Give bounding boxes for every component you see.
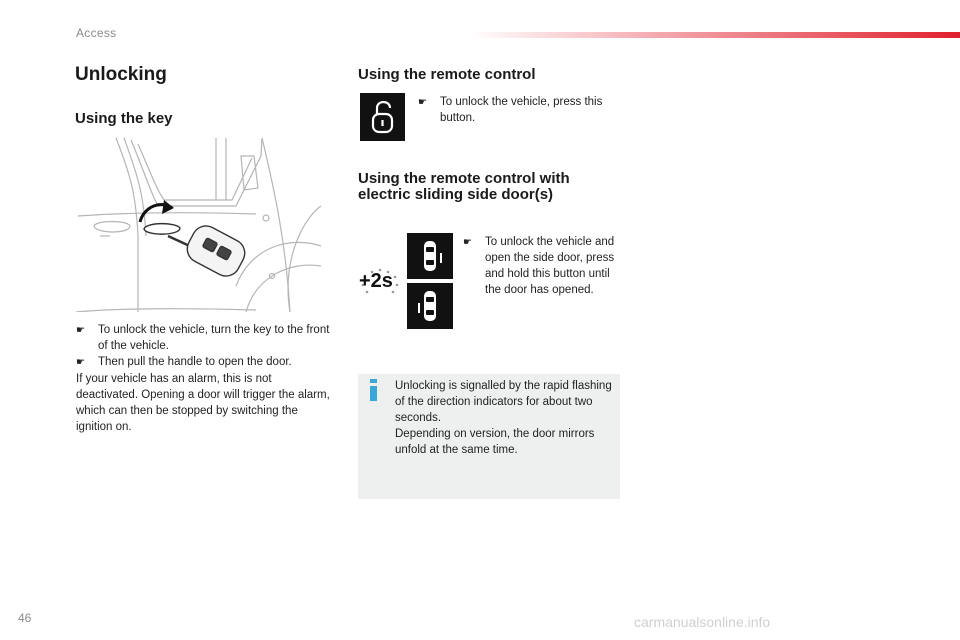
hold-2s-label: +2s xyxy=(359,270,393,292)
info-line-1: Unlocking is signalled by the rapid flashing of the direction indicators for about two seconds. xyxy=(395,380,612,424)
key-subtitle: Using the key xyxy=(75,110,173,127)
alarm-note: If your vehicle has an alarm, this is not deactivated. Opening a door will trigger the alarm, which can then be stopped by switching the ignition on. xyxy=(76,373,330,433)
sliding-door-instruction xyxy=(463,234,623,298)
info-text xyxy=(395,378,615,458)
list-item xyxy=(76,322,331,354)
bullet-arrow-icon: ☛ xyxy=(463,237,472,248)
unlock-button-icon xyxy=(360,93,405,141)
page-number: 46 xyxy=(18,611,32,625)
hold-2s-indicator xyxy=(357,268,403,294)
open-left-sliding-door-button-icon xyxy=(407,283,453,329)
bullet-arrow-icon: ☛ xyxy=(76,357,85,368)
remote-title: Using the remote control xyxy=(358,66,536,83)
bullet-text: To unlock the vehicle, press this button. xyxy=(440,96,603,124)
key-instructions xyxy=(76,322,331,435)
remote-instruction xyxy=(418,94,618,126)
sliding-door-title-line1: Using the remote control with xyxy=(358,170,570,187)
header-accent-bar xyxy=(470,32,960,38)
section-label: Access xyxy=(76,26,117,40)
sliding-door-title xyxy=(358,171,570,203)
bullet-text: To unlock the vehicle and open the side door, press and hold this button until the door has opened. xyxy=(485,236,615,296)
watermark: carmanualsonline.info xyxy=(634,614,771,630)
sliding-door-title-line2: electric sliding side door(s) xyxy=(358,186,554,203)
bullet-text: Then pull the handle to open the door. xyxy=(98,356,292,368)
info-icon xyxy=(368,379,379,401)
bullet-text: To unlock the vehicle, turn the key to the front of the vehicle. xyxy=(98,324,330,352)
page-title: Unlocking xyxy=(75,64,167,85)
info-line-2: Depending on version, the door mirrors unfold at the same time. xyxy=(395,428,595,456)
bullet-arrow-icon: ☛ xyxy=(418,97,427,108)
list-item xyxy=(76,354,331,371)
open-right-sliding-door-button-icon xyxy=(407,233,453,279)
bullet-arrow-icon: ☛ xyxy=(76,325,85,336)
car-door-key-illustration xyxy=(76,136,321,312)
